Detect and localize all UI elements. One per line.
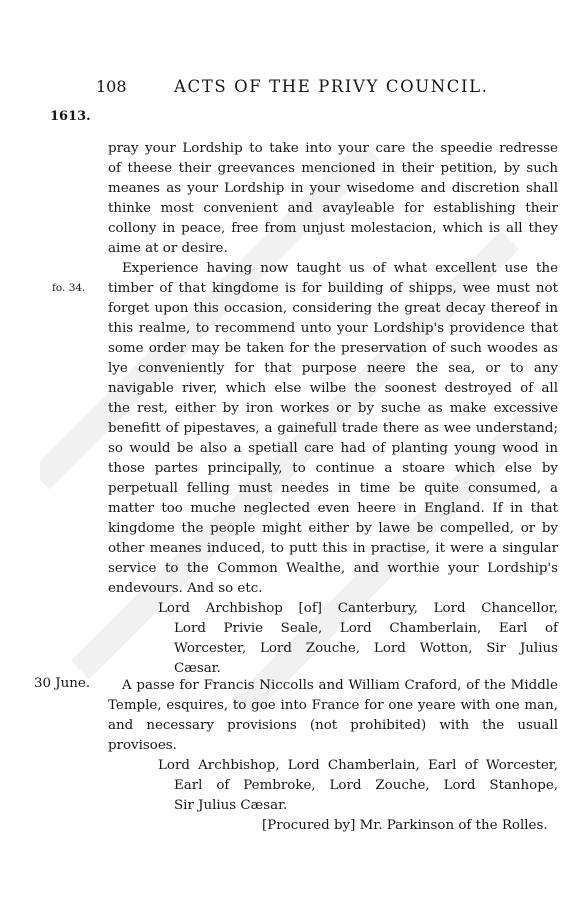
text-line: this realme, to recommend unto your Lordship's providence that <box>108 321 558 336</box>
signatory-line: Earl of Pembroke, Lord Zouche, Lord Stanhope, <box>174 778 558 793</box>
text-line: and necessary provisions (not prohibited) with the usuall <box>108 718 558 733</box>
text-line: other meanes induced, to putt this in practise, it were a singular <box>108 541 558 556</box>
text-line: matter too muche neglected even heere in England. If in that <box>108 501 558 516</box>
signatory-line: Lord Archbishop [of] Canterbury, Lord Chancellor, <box>158 601 558 616</box>
running-title: ACTS OF THE PRIVY COUNCIL. <box>174 77 489 96</box>
text-line: lye conveniently for that purpose neere the sea, or to any <box>108 361 558 376</box>
text-line: those partes principally, to continue a stoare which else by <box>108 461 558 476</box>
margin-year: 1613. <box>50 109 91 124</box>
text-line: service to the Common Wealthe, and worthie your Lordship's <box>108 561 558 576</box>
text-line: Experience having now taught us of what excellent use the <box>122 261 558 276</box>
procured-by-note: [Procured by] Mr. Parkinson of the Rolles. <box>262 818 548 833</box>
text-line: forget upon this occasion, considering the great decay thereof in <box>108 301 558 316</box>
signatory-line: Sir Julius Cæsar. <box>174 798 288 813</box>
text-line: thinke most convenient and avayleable for establishing their <box>108 201 558 216</box>
text-line: kingdome the people might either by lawe be compelled, or by <box>108 521 558 536</box>
signatory-line: Worcester, Lord Zouche, Lord Wotton, Sir Julius <box>174 641 558 656</box>
text-line: meanes as your Lordship in your wisedome and discretion shall <box>108 181 558 196</box>
text-line: pray your Lordship to take into your care the speedie redresse <box>108 141 558 156</box>
text-line: timber of that kingdome is for building of shipps, wee must not <box>108 281 558 296</box>
text-line: the rest, either by iron workes or by suche as make excessive <box>108 401 558 416</box>
page-number: 108 <box>96 77 127 96</box>
signatory-line: Lord Privie Seale, Lord Chamberlain, Earl of <box>174 621 558 636</box>
text-line: so would be also a spetiall care had of planting young wood in <box>108 441 558 456</box>
text-line: endevours. And so etc. <box>108 581 263 596</box>
signatory-line: Lord Archbishop, Lord Chamberlain, Earl of Worcester, <box>158 758 558 773</box>
text-line: benefitt of pipestaves, a gainefull trade there as wee understand; <box>108 421 558 436</box>
margin-folio: fo. 34. <box>52 282 86 294</box>
text-line: perpetuall felling must needes in time be quite consumed, a <box>108 481 558 496</box>
signatory-line: Cæsar. <box>174 661 221 676</box>
text-line: of theese their greevances mencioned in their petition, by such <box>108 161 558 176</box>
text-line: A passe for Francis Niccolls and William Craford, of the Middle <box>122 678 558 693</box>
text-line: provisoes. <box>108 738 177 753</box>
text-line: collony in peace, free from unjust molestacion, which is all they <box>108 221 558 236</box>
text-line: Temple, esquires, to goe into France for one yeare with one man, <box>108 698 558 713</box>
text-line: some order may be taken for the preservation of such woodes as <box>108 341 558 356</box>
margin-date: 30 June. <box>34 676 91 691</box>
text-line: aime at or desire. <box>108 241 228 256</box>
text-line: navigable river, which else wilbe the soonest destroyed of all <box>108 381 558 396</box>
